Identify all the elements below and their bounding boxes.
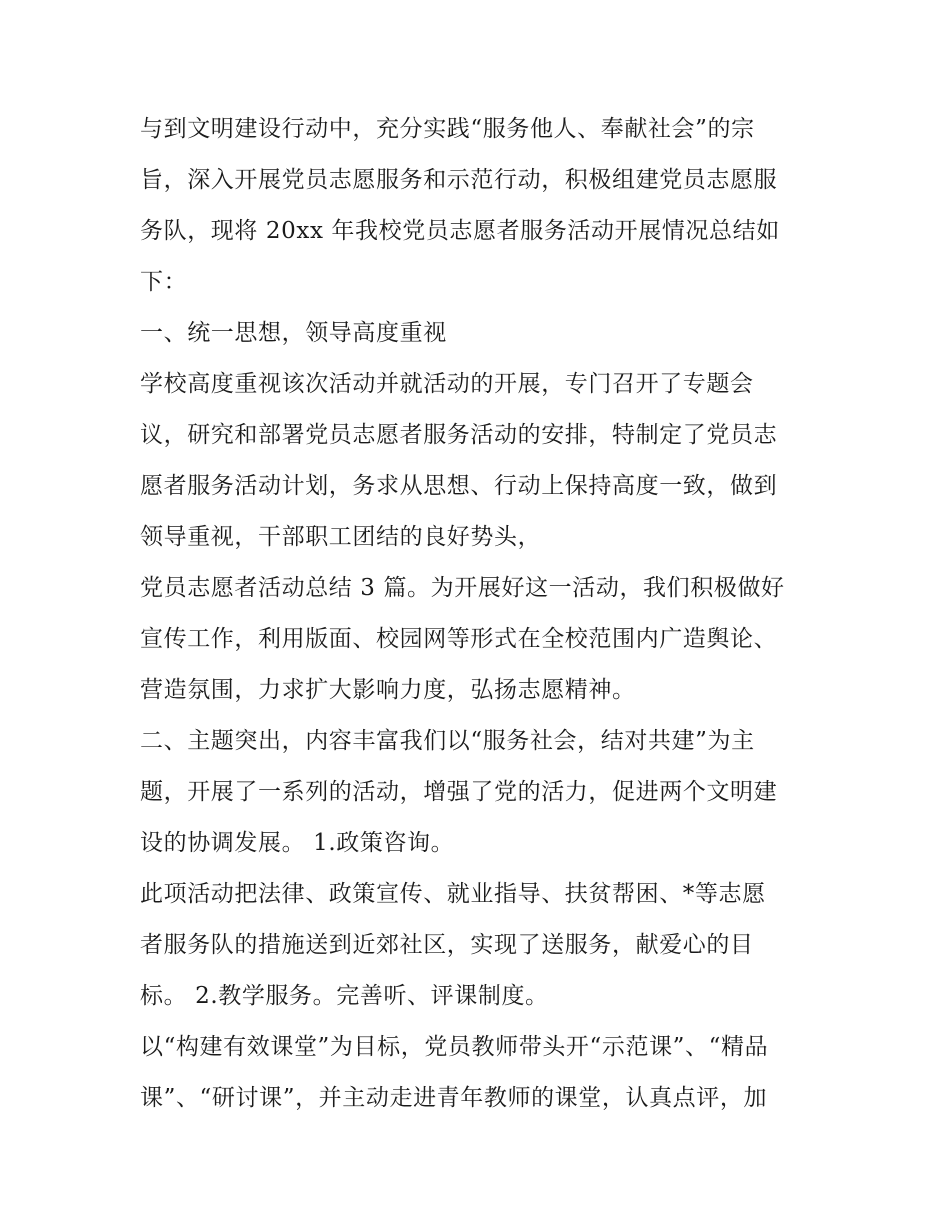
text-line: 愿者服务活动计划，务求从思想、行动上保持高度一致，做到	[140, 473, 778, 499]
document-body	[140, 104, 820, 1124]
text-line: 者服务队的措施送到近郊社区，实现了送服务，献爱心的目	[140, 932, 754, 958]
text-line: 学校高度重视该次活动并就活动的开展，专门召开了专题会	[140, 371, 754, 397]
text-line: 下：	[140, 269, 188, 295]
section-heading: 一、统一思想，领导高度重视	[140, 320, 447, 346]
text-line: 党员志愿者活动总结 3 篇。为开展好这一活动，我们积极做好	[140, 575, 785, 601]
text-line: 标。 2.教学服务。完善听、评课制度。	[140, 983, 549, 1009]
section-heading: 二、主题突出，内容丰富我们以“服务社会，结对共建”为主	[140, 728, 755, 754]
text-line: 旨，深入开展党员志愿服务和示范行动，积极组建党员志愿服	[140, 167, 778, 193]
text-line: 此项活动把法律、政策宣传、就业指导、扶贫帮困、*等志愿	[140, 881, 766, 907]
text-line: 以“构建有效课堂”为目标，党员教师带头开“示范课”、“精品	[140, 1034, 769, 1060]
text-line: 议，研究和部署党员志愿者服务活动的安排，特制定了党员志	[140, 422, 778, 448]
text-line: 与到文明建设行动中，充分实践“服务他人、奉献社会”的宗	[140, 116, 755, 142]
text-line: 课”、“研讨课”，并主动走进青年教师的课堂，认真点评，加	[140, 1085, 768, 1111]
text-line: 宣传工作，利用版面、校园网等形式在全校范围内广造舆论、	[140, 626, 778, 652]
text-line: 领导重视，干部职工团结的良好势头，	[140, 524, 542, 550]
text-line: 务队，现将 20xx 年我校党员志愿者服务活动开展情况总结如	[140, 218, 780, 244]
text-line: 营造氛围，力求扩大影响力度，弘扬志愿精神。	[140, 677, 636, 703]
text-line: 题，开展了一系列的活动，增强了党的活力，促进两个文明建	[140, 779, 778, 805]
text-line: 设的协调发展。 1.政策咨询。	[140, 830, 455, 856]
